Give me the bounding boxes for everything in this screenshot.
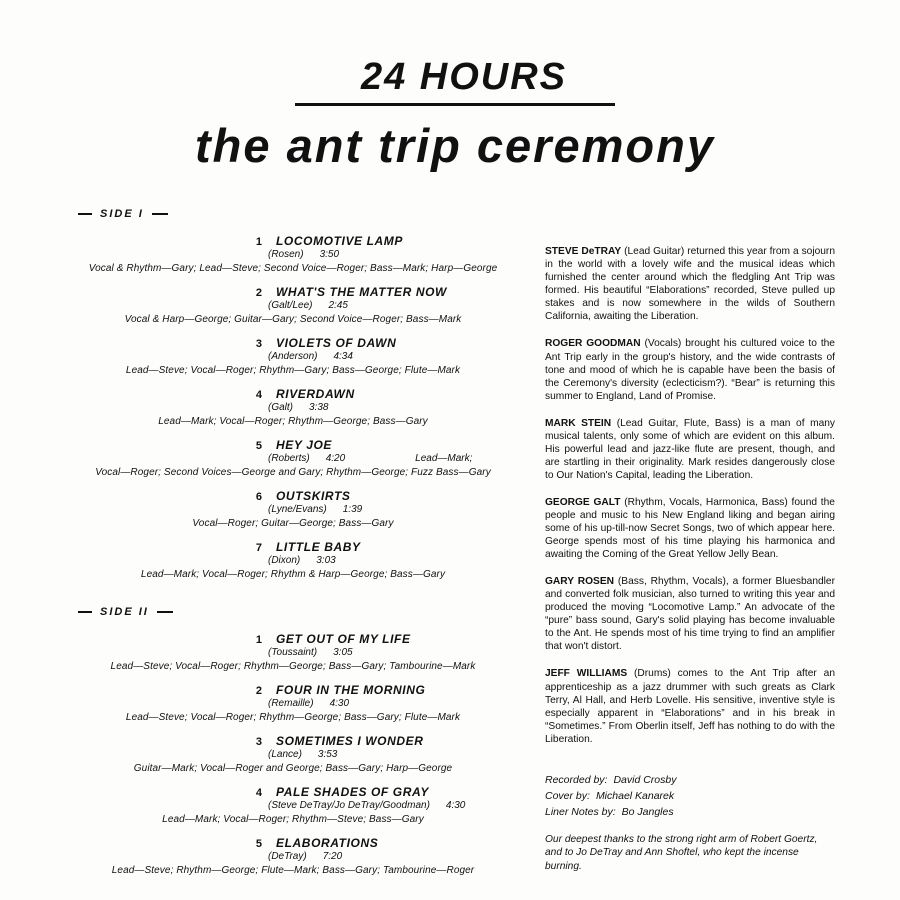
track-duration: 3:53	[317, 749, 338, 760]
acknowledgements: Our deepest thanks to the strong right arm of Robert Goertz, and to Jo DeTray and Ann Shoftel, who kept the incense burning.	[545, 833, 818, 873]
track-writer: (Galt)	[268, 402, 293, 413]
track-duration: 4:34	[333, 351, 353, 362]
track-personnel: Lead—Steve; Vocal—Roger; Rhythm—George; Bass—Gary; Flute—Mark	[125, 712, 461, 723]
track-title: SOMETIMES I WONDER	[276, 734, 424, 748]
track-writer: (Anderson)	[268, 351, 318, 362]
track-number: 1	[255, 634, 262, 646]
member-role: (Vocals)	[644, 338, 682, 350]
track-number: 2	[255, 685, 262, 697]
track-title: ELABORATIONS	[276, 836, 379, 850]
track-personnel: Lead—Steve; Vocal—Roger; Rhythm—George; Bass—Gary; Tambourine—Mark	[110, 661, 476, 672]
track-title-line	[78, 489, 508, 503]
track-number: 2	[255, 287, 262, 299]
member-bio-text: , a former Bluesbandler and converted folk musician, also turned to writing this year and produced the moving “Locomotive Lamp.” An advocate of the “pure” bass sound, Gary's solid playing has become invaluable to the Ant. He spends most of his time trying to find an amplifier that won't distort.	[545, 576, 835, 653]
member-role: (Drums)	[634, 668, 671, 680]
member-bio	[545, 245, 835, 323]
track-writer: (Roberts)	[268, 453, 310, 464]
track-meta-line	[78, 851, 508, 862]
member-name: STEVE DeTRAY	[545, 246, 622, 258]
track-entry	[78, 785, 508, 825]
track-duration: 4:30	[329, 698, 350, 709]
track-number: 5	[255, 440, 262, 452]
track-extra-credit: Lead—Mark;	[415, 453, 473, 464]
track-entry	[78, 234, 508, 274]
credit-label: Liner Notes by:	[545, 806, 616, 819]
track-title: HEY JOE	[276, 438, 333, 452]
track-title-line	[78, 785, 508, 799]
track-title-line	[78, 734, 508, 748]
member-role: (Lead Guitar, Flute, Bass)	[616, 417, 741, 429]
track-writer: (Lyne/Evans)	[268, 504, 327, 515]
credit-value: Michael Kanarek	[595, 790, 675, 802]
track-meta-line	[78, 402, 508, 413]
track-personnel: Guitar—Mark; Vocal—Roger and George; Bass—Gary; Harp—George	[133, 763, 453, 774]
member-bio-text: found the people and music to his New England liking and began airing some of his up-till-now Secret Songs, two of which appear here. George spends most of his time playing his harmonica and awaiting the Coming of the Great Yellow Jelly Bean.	[545, 496, 835, 561]
track-writer: (Lance)	[268, 749, 302, 760]
track-number: 6	[255, 491, 262, 503]
track-meta-line	[78, 249, 508, 260]
member-bio	[545, 417, 835, 482]
member-bio-text: returned this year from a sojourn in the world with a lovely wife and the musical ideas which furnished the center around which the fledgling Ant Trip was formed. His beautiful “Elaborations” recorded, Steve pulled up stakes and is now somewhere in the wilds of Southern California, awaiting the Liberation.	[545, 246, 835, 323]
header	[70, 56, 840, 173]
track-duration: 1:39	[342, 504, 363, 515]
track-number: 4	[255, 389, 262, 401]
track-writer: (Galt/Lee)	[268, 300, 313, 311]
track-duration: 4:30	[445, 800, 466, 811]
track-title: PALE SHADES OF GRAY	[276, 785, 429, 799]
track-meta-line	[78, 698, 508, 709]
track-personnel: Lead—Mark; Vocal—Roger; Rhythm—George; Bass—Gary	[158, 416, 428, 427]
track-personnel: Lead—Mark; Vocal—Roger; Rhythm & Harp—George; Bass—Gary	[140, 569, 446, 580]
credit-label: Recorded by:	[545, 773, 608, 786]
member-bio-text: brought his cultured voice to the Ant Trip early in the group's history, and the wide contrasts of tone and mood of which he is capable have been the basis of the Ceremony's diversity (eclecticism?). “Bear” is returning this summer to England, Land of Promise.	[545, 338, 835, 402]
track-entry	[78, 438, 508, 478]
track-writer: (Steve DeTray/Jo DeTray/Goodman)	[268, 800, 430, 811]
track-duration: 7:20	[322, 851, 343, 862]
member-name: MARK STEIN	[545, 417, 612, 429]
track-entry	[78, 285, 508, 325]
track-title-line	[78, 336, 508, 350]
track-meta-line	[78, 647, 508, 658]
credit-value: David Crosby	[613, 773, 677, 786]
track-meta-line	[78, 300, 508, 311]
track-duration: 4:20	[325, 453, 346, 464]
track-title: GET OUT OF MY LIFE	[276, 632, 411, 646]
track-personnel: Vocal & Harp—George; Guitar—Gary; Second Voice—Roger; Bass—Mark	[124, 314, 462, 325]
track-personnel: Vocal—Roger; Guitar—George; Bass—Gary	[192, 518, 394, 529]
track-duration: 3:03	[316, 555, 336, 566]
credit-row	[545, 788, 835, 804]
track-number: 1	[255, 236, 262, 248]
side-heading-rule-right	[157, 611, 173, 613]
track-title-line	[78, 836, 508, 850]
member-name: GEORGE GALT	[545, 496, 621, 508]
track-writer: (Toussaint)	[268, 647, 318, 658]
track-writer: (DeTray)	[268, 851, 307, 862]
track-personnel: Vocal—Roger; Second Voices—George and Gary; Rhythm—George; Fuzz Bass—Gary	[95, 467, 491, 478]
track-meta-line	[78, 555, 508, 566]
credit-row	[545, 772, 835, 788]
track-personnel: Lead—Steve; Rhythm—George; Flute—Mark; Bass—Gary; Tambourine—Roger	[111, 865, 475, 876]
track-writer: (Dixon)	[268, 555, 301, 566]
track-number: 4	[255, 787, 262, 799]
track-writer: (Rosen)	[268, 249, 304, 260]
track-duration: 3:05	[333, 647, 353, 658]
track-meta-line	[78, 504, 508, 515]
side-heading-rule-right	[152, 213, 168, 215]
member-name: ROGER GOODMAN	[545, 338, 641, 350]
credit-row	[545, 804, 835, 820]
track-number: 7	[255, 542, 262, 554]
member-role: (Lead Guitar)	[624, 246, 685, 258]
member-bio	[545, 337, 835, 402]
track-title-line	[78, 540, 508, 554]
track-duration: 2:45	[328, 300, 348, 311]
production-credits	[545, 772, 835, 821]
track-title: RIVERDAWN	[276, 387, 355, 401]
side-heading-label: SIDE I	[100, 208, 144, 220]
track-title-line	[78, 285, 508, 299]
track-title: WHAT'S THE MATTER NOW	[276, 285, 447, 299]
track-title: VIOLETS OF DAWN	[276, 336, 397, 350]
member-bio-text: comes to the Ant Trip after an apprenticeship as a jazz drummer with such greats as Clark Terry, Al Hall, and Herb Lovelle. His sensitive, inventive style is especially apparent in “Elaborations” and in his break in “Sometimes.” From Oberlin itself, Jeff has nothing to do with the Liberation.	[545, 668, 835, 745]
track-title-line	[78, 234, 508, 248]
track-title-line	[78, 387, 508, 401]
side-heading	[78, 208, 508, 220]
track-title-line	[78, 438, 508, 452]
track-title: LOCOMOTIVE LAMP	[276, 234, 403, 248]
member-bio	[545, 667, 835, 745]
track-title-line	[78, 632, 508, 646]
track-entry	[78, 489, 508, 529]
track-title: FOUR IN THE MORNING	[276, 683, 426, 697]
track-personnel: Lead—Mark; Vocal—Roger; Rhythm—Steve; Bass—Gary	[162, 814, 424, 825]
track-title: OUTSKIRTS	[276, 489, 351, 503]
member-bio-text: is a man of many musical talents, only some of which are evident on this album. His powerful lead and jazz-like flute are present, though, and are startling in their originality. Mark resides dangerously close to Our Nation's Capital, leading the Liberation.	[545, 417, 835, 481]
track-personnel: Lead—Steve; Vocal—Roger; Rhythm—Gary; Bass—George; Flute—Mark	[125, 365, 461, 376]
title-divider	[295, 103, 615, 106]
tracklist-column	[78, 208, 508, 887]
member-name: GARY ROSEN	[545, 576, 614, 588]
track-writer: (Remaille)	[268, 698, 314, 709]
track-entry	[78, 540, 508, 580]
side-heading-rule-left	[78, 213, 92, 215]
track-entry	[78, 836, 508, 876]
track-meta-line	[78, 800, 508, 811]
track-entry	[78, 632, 508, 672]
member-role: (Bass, Rhythm, Vocals)	[617, 576, 726, 588]
band-name: the ant trip ceremony	[195, 119, 715, 172]
track-number: 3	[255, 338, 262, 350]
track-title: LITTLE BABY	[276, 540, 361, 554]
track-meta-line	[78, 351, 508, 362]
credit-label: Cover by:	[545, 790, 590, 802]
track-duration: 3:38	[309, 402, 329, 413]
track-meta-line	[78, 749, 508, 760]
member-name: JEFF WILLIAMS	[545, 668, 628, 680]
track-duration: 3:50	[319, 249, 340, 260]
side-heading-rule-left	[78, 611, 92, 613]
track-personnel: Vocal & Rhythm—Gary; Lead—Steve; Second Voice—Roger; Bass—Mark; Harp—George	[88, 263, 498, 274]
track-meta-line	[78, 453, 508, 464]
member-bio	[545, 575, 835, 653]
track-number: 5	[255, 838, 262, 850]
track-number: 3	[255, 736, 262, 748]
side-heading-label: SIDE II	[100, 606, 149, 618]
track-title-line	[78, 683, 508, 697]
album-title: 24 HOURS	[360, 56, 568, 98]
liner-notes-column	[545, 235, 835, 874]
member-role: (Rhythm, Vocals, Harmonica, Bass)	[624, 496, 788, 508]
track-entry	[78, 734, 508, 774]
track-entry	[78, 683, 508, 723]
credit-value: Bo Jangles	[621, 806, 674, 819]
track-entry	[78, 387, 508, 427]
member-bio	[545, 496, 835, 561]
side-heading	[78, 606, 508, 618]
track-entry	[78, 336, 508, 376]
